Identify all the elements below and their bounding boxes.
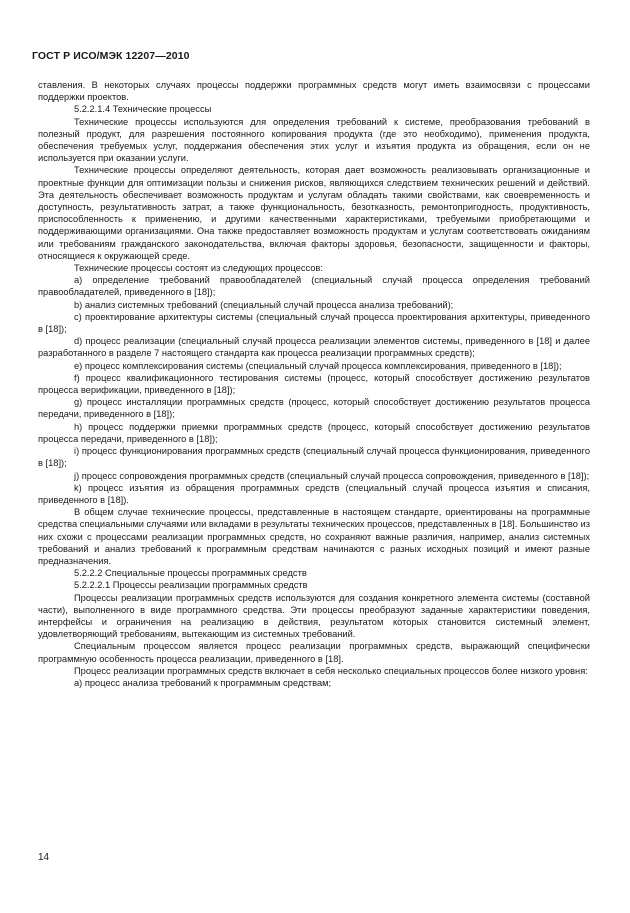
paragraph: Технические процессы используются для определения требований к системе, преобразования требований в полезный продукт, для разрешения постоянного копирования продукта (где это необходимо), применения продукта, обеспечения требуемых услуг, поддержания обеспечения этих услуг и изъятия продукта из обращения, если он не используется при оказании услуги. [38, 116, 590, 164]
list-item: а) определение требований правообладателей (специальный случай процесса определения требований правообладателей, приведенного в [18]); [38, 275, 590, 298]
list-item: i) процесс функционирования программных средств (специальный случай процесса функционирования, приведенного в [18]); [38, 446, 590, 469]
list-item: а) процесс анализа требований к программным средствам; [74, 677, 332, 688]
list-item: h) процесс поддержки приемки программных средств (процесс, который способствует достижению результатов процесса передачи, приведенного в [18]); [38, 421, 590, 444]
page-number: 14 [38, 852, 50, 863]
document-body [38, 79, 590, 689]
list-item: g) процесс инсталляции программных средств (процесс, который способствует достижению результатов процесса передачи, приведенного в [18]); [38, 397, 590, 420]
list-item: e) процесс комплексирования системы (специальный случай процесса комплексирования, приведенного в [18]); [74, 360, 562, 371]
paragraph: Технические процессы определяют деятельность, которая дает возможность реализовывать организационные и проектные функции для оптимизации пользы и снижения рисков, являющихся следствием технических решений и действий. Эта деятельность обеспечивает возможность продуктам и услугам обладать такими свойствами, как своевременность и доступность, результативность затрат, а также функциональность, безотказность, ремонтопригодность, продуктивность, приспособленность к применению, и другими качественными характеристиками, требуемыми приобретающими и поддерживающими организациями. Она также предоставляет возможность продуктам и услугам соответствовать ожиданиям или требованиям гражданского законодательства, включая факторы здоровья, безопасности, защищенности и факторы, относящиеся к окружающей среде. [38, 165, 590, 261]
list-item: b) анализ системных требований (специальный случай процесса анализа требований); [74, 299, 454, 310]
section-heading-special-processes: 5.2.2.2 Специальные процессы программных средств [74, 568, 307, 579]
section-heading-implementation-processes: 5.2.2.2.1 Процессы реализации программных средств [74, 580, 308, 591]
list-item: f) процесс квалификационного тестирования системы (процесс, который способствует достижению результатов процесса верификации, приведенного в [18]); [38, 372, 590, 396]
paragraph: Технические процессы состоят из следующих процессов: [74, 263, 323, 274]
document-header: ГОСТ Р ИСО/МЭК 12207—2010 [32, 50, 190, 62]
paragraph: Процессы реализации программных средств используются для создания конкретного элемента системы (составной части), выполненного в виде программного средства. Эти процессы преобразуют заданные характеристики поведения, интерфейсы и ограничения на реализацию в действия, результатом которых становится системный элемент, удовлетворяющий требованиям, вытекающим из системных требований. [38, 592, 590, 640]
list-item: k) процесс изъятия из обращения программных средств (специальный случай процесса изъятия и списания, приведенного в [18]). [38, 482, 590, 505]
paragraph: Процесс реализации программных средств включает в себя несколько специальных процессов более низкого уровня: [74, 665, 588, 676]
paragraph-continuation: ставления. В некоторых случаях процессы поддержки программных средств могут иметь взаимосвязи с процессами поддержки проектов. [38, 80, 590, 103]
list-item: j) процесс сопровождения программных средств (специальный случай процесса сопровождения, приведенного в [18]); [74, 470, 590, 481]
list-item: d) процесс реализации (специальный случай процесса реализации элементов системы, приведенного в [18] и далее разработанного в разделе 7 настоящего стандарта как процесса реализации программных средств); [38, 336, 590, 359]
section-heading-technical-processes: 5.2.2.1.4 Технические процессы [74, 104, 212, 115]
list-item: c) проектирование архитектуры системы (специальный случай процесса проектирования архитектуры, приведенного в [18]); [38, 311, 590, 335]
paragraph: В общем случае технические процессы, представленные в настоящем стандарте, ориентированы на программные средства специальными случаями или вкладами в результаты технических процессов, представленных в [18]. Большинство из них схожи с процессами реализации программных средств, но сохраняют важные различия, например, анализ системных требований и анализ требований к программным средствам начинаются с разных исходных позиций и имеют разные предназначения. [38, 507, 590, 566]
paragraph: Специальным процессом является процесс реализации программных средств, выражающий специфически программную особенность процесса реализации, приведенного в [18]. [38, 641, 590, 664]
